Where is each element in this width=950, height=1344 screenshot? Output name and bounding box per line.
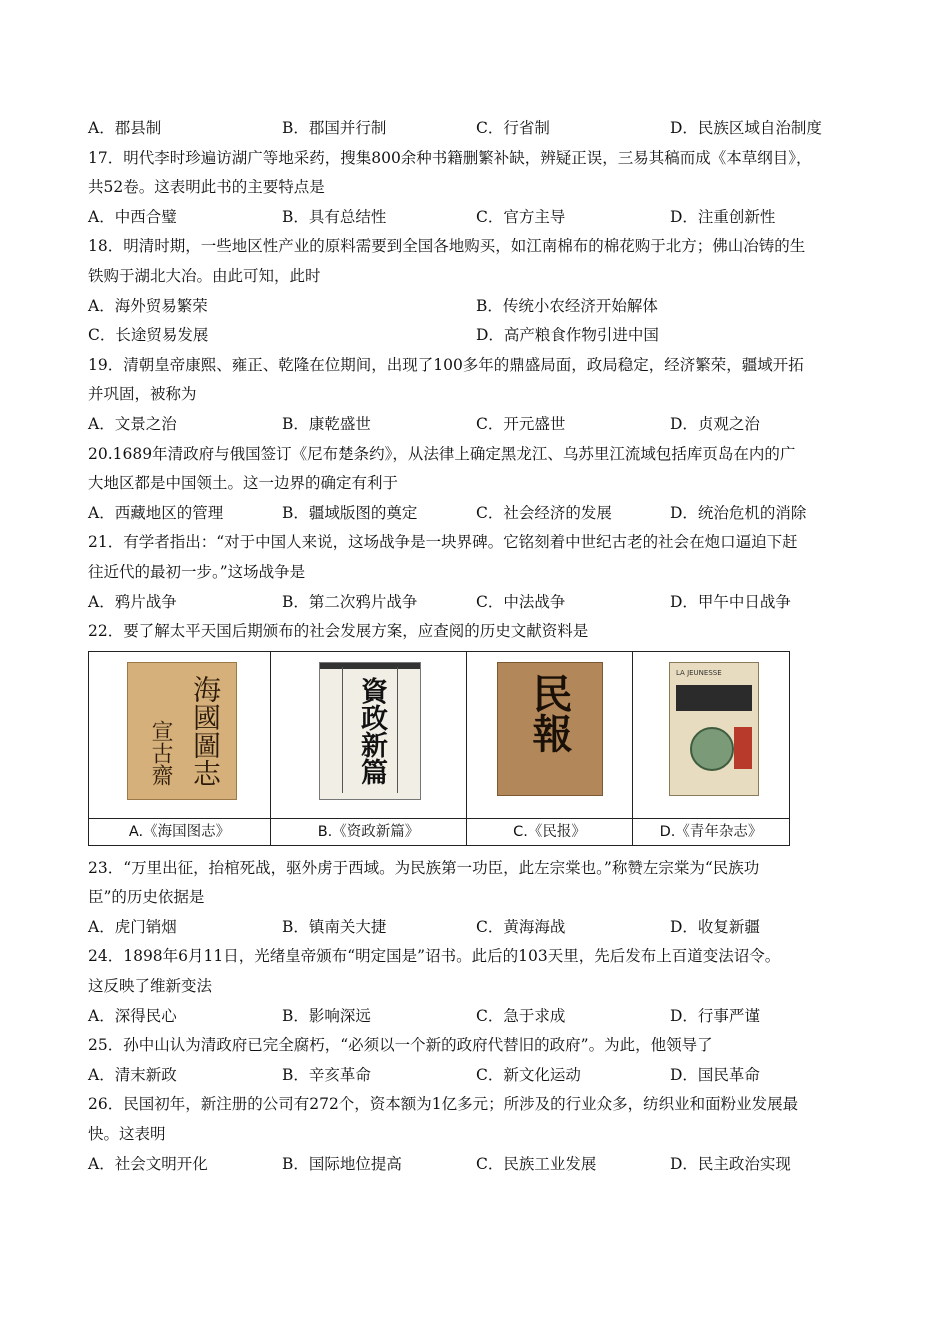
q18-stem-line-1: 18．明清时期，一些地区性产业的原料需要到全国各地购买，如江南棉布的棉花购于北方；佛山冶铸的生 [88,237,806,256]
q19-option-a[interactable]: A．文景之治 [88,414,177,433]
q17-option-d[interactable]: D．注重创新性 [670,207,776,226]
q26-option-b[interactable]: B．国际地位提高 [282,1154,402,1173]
q19-stem-line-1: 19．清朝皇帝康熙、雍正、乾隆在位期间，出现了100多年的鼎盛局面，政局稳定，经济繁荣，疆域开拓 [88,355,804,374]
cover-side-label [734,727,752,769]
q26-stem-line-1: 26．民国初年，新注册的公司有272个，资本额为1亿多元；所涉及的行业众多，纺织业和面粉业发展最 [88,1095,799,1114]
q19-option-c[interactable]: C．开元盛世 [476,414,566,433]
q21-option-a[interactable]: A．鸦片战争 [88,592,177,611]
q22-image-table [88,651,790,846]
q26-option-d[interactable]: D．民主政治实现 [670,1154,791,1173]
q22-figure-d[interactable] [633,652,789,845]
q25-options [88,1061,863,1091]
q16-option-b[interactable]: B．郡国并行制 [282,119,387,137]
cover-left-strip [324,667,343,793]
q24-option-d[interactable]: D．行事严谨 [670,1006,760,1025]
q17-stem-line-1: 17．明代李时珍遍访湖广等地采药，搜集800余种书籍删繁补缺，辨疑正误，三易其稿而成《本草纲目》， [88,148,812,167]
q22-figure-c-image [467,652,632,819]
q17-option-b[interactable]: B．具有总结性 [282,207,387,226]
q22-caption-c: C.《民报》 [513,823,586,840]
q24-stem-line-1: 24．1898年6月11日，光绪皇帝颁布“明定国是”诏书。此后的103天里，先后发布上百道变法诏令。 [88,947,781,966]
q19-option-d[interactable]: D．贞观之治 [670,414,760,433]
q25-stem-line-1: 25．孙中山认为清政府已完全腐朽，“必须以一个新的政府代替旧的政府”。为此，他领导了 [88,1036,713,1055]
q17-options [88,203,863,233]
q20-option-a[interactable]: A．西藏地区的管理 [88,503,224,522]
q18-stem-line-2: 铁购于湖北大冶。由此可知，此时 [88,266,321,285]
q24-option-b[interactable]: B．影响深远 [282,1006,371,1025]
q23-stem-line-1: 23．“万里出征，抬棺死战，驱外虏于西域。为民族第一功臣，此左宗棠也。”称赞左宗棠为“民族功 [88,858,760,877]
q23-option-b[interactable]: B．镇南关大捷 [282,917,387,936]
q25-option-d[interactable]: D．国民革命 [670,1065,760,1084]
q18-option-d[interactable]: D．高产粮食作物引进中国 [476,326,659,345]
q26-options [88,1150,863,1180]
q23-options [88,913,863,943]
zizheng-xinpian-cover [319,662,421,800]
q25-option-a[interactable]: A．清末新政 [88,1065,177,1084]
q22-figure-b-image [271,652,466,819]
minbao-cover [497,662,603,796]
q19-options [88,410,863,440]
q18-options-row-2 [88,321,863,351]
q16-options [88,114,863,144]
q25-option-c[interactable]: C．新文化运动 [476,1065,581,1084]
q21-option-c[interactable]: C．中法战争 [476,592,566,611]
cover-right-strip [397,667,416,793]
q19-option-b[interactable]: B．康乾盛世 [282,414,371,433]
q26-stem-line-2: 快。这表明 [88,1125,166,1144]
question-list [88,114,863,1179]
q23-option-d[interactable]: D．收复新疆 [670,917,760,936]
q16-option-a[interactable]: A．郡县制 [88,119,162,137]
haiguo-tuzhi-seal-text: 宣古齋 [148,719,173,786]
q18-option-b[interactable]: B．传统小农经济开始解体 [476,296,658,315]
q21-option-b[interactable]: B．第二次鸦片战争 [282,592,418,611]
qingnian-zazhi-cover [669,662,759,796]
q24-stem-line-2: 这反映了维新变法 [88,977,213,996]
q17-option-c[interactable]: C．官方主导 [476,207,566,226]
q18-option-c[interactable]: C．长途贸易发展 [88,326,209,345]
zizheng-xinpian-title: 資政新篇 [356,676,387,785]
q16-option-d[interactable]: D．民族区域自治制度 [670,119,822,137]
q22-figure-b[interactable] [271,652,467,845]
q21-stem-line-1: 21．有学者指出：“对于中国人来说，这场战争是一块界碑。它铭刻着中世纪古老的社会在炮口逼迫下赶 [88,533,798,552]
q24-option-c[interactable]: C．急于求成 [476,1006,566,1025]
q23-option-c[interactable]: C．黄海海战 [476,917,566,936]
q21-stem-line-2: 往近代的最初一步。”这场战争是 [88,562,306,581]
q20-option-b[interactable]: B．疆域版图的奠定 [282,503,418,522]
q17-stem-line-2: 共52卷。这表明此书的主要特点是 [88,178,325,197]
q20-stem-line-1: 20.1689年清政府与俄国签订《尼布楚条约》，从法律上确定黑龙江、乌苏里江流域包括库页岛在内的广 [88,444,796,463]
q22-figure-d-image [633,652,789,819]
q22-stem-line-1: 22．要了解太平天国后期颁布的社会发展方案，应查阅的历史文献资料是 [88,622,589,641]
q22-figure-a-image [89,652,270,819]
q22-caption-a: A.《海国图志》 [128,823,231,840]
q26-option-a[interactable]: A．社会文明开化 [88,1154,208,1173]
portrait-image [690,727,734,771]
q24-options [88,1002,863,1032]
q20-option-d[interactable]: D．统治危机的消除 [670,503,807,522]
q18-option-a[interactable]: A．海外贸易繁荣 [88,296,208,315]
q21-option-d[interactable]: D．甲午中日战争 [670,592,791,611]
q23-stem-line-2: 臣”的历史依据是 [88,888,205,907]
q18-options-row-1 [88,292,863,322]
q22-figure-a[interactable] [89,652,271,845]
q25-option-b[interactable]: B．辛亥革命 [282,1065,371,1084]
q22-figure-c[interactable] [467,652,633,845]
q16-option-c[interactable]: C．行省制 [476,119,550,137]
haiguo-tuzhi-title: 海國圖志 [189,674,222,787]
q19-stem-line-2: 并巩固，被称为 [88,385,197,404]
q23-option-a[interactable]: A．虎门销烟 [88,917,177,936]
minbao-title: 民報 [526,672,573,753]
q22-caption-d: D.《青年杂志》 [659,823,763,840]
cover-illustration-band [676,685,752,711]
q24-option-a[interactable]: A．深得民心 [88,1006,177,1025]
qingnian-zazhi-title: LA JEUNESSE [676,668,722,677]
q17-option-a[interactable]: A．中西合璧 [88,207,177,226]
q20-stem-line-2: 大地区都是中国领土。这一边界的确定有利于 [88,474,399,493]
q22-caption-b: B.《资政新篇》 [317,823,420,840]
q20-options [88,499,863,529]
q21-options [88,588,863,618]
q20-option-c[interactable]: C．社会经济的发展 [476,503,612,522]
q26-option-c[interactable]: C．民族工业发展 [476,1154,597,1173]
haiguo-tuzhi-cover [127,662,237,800]
